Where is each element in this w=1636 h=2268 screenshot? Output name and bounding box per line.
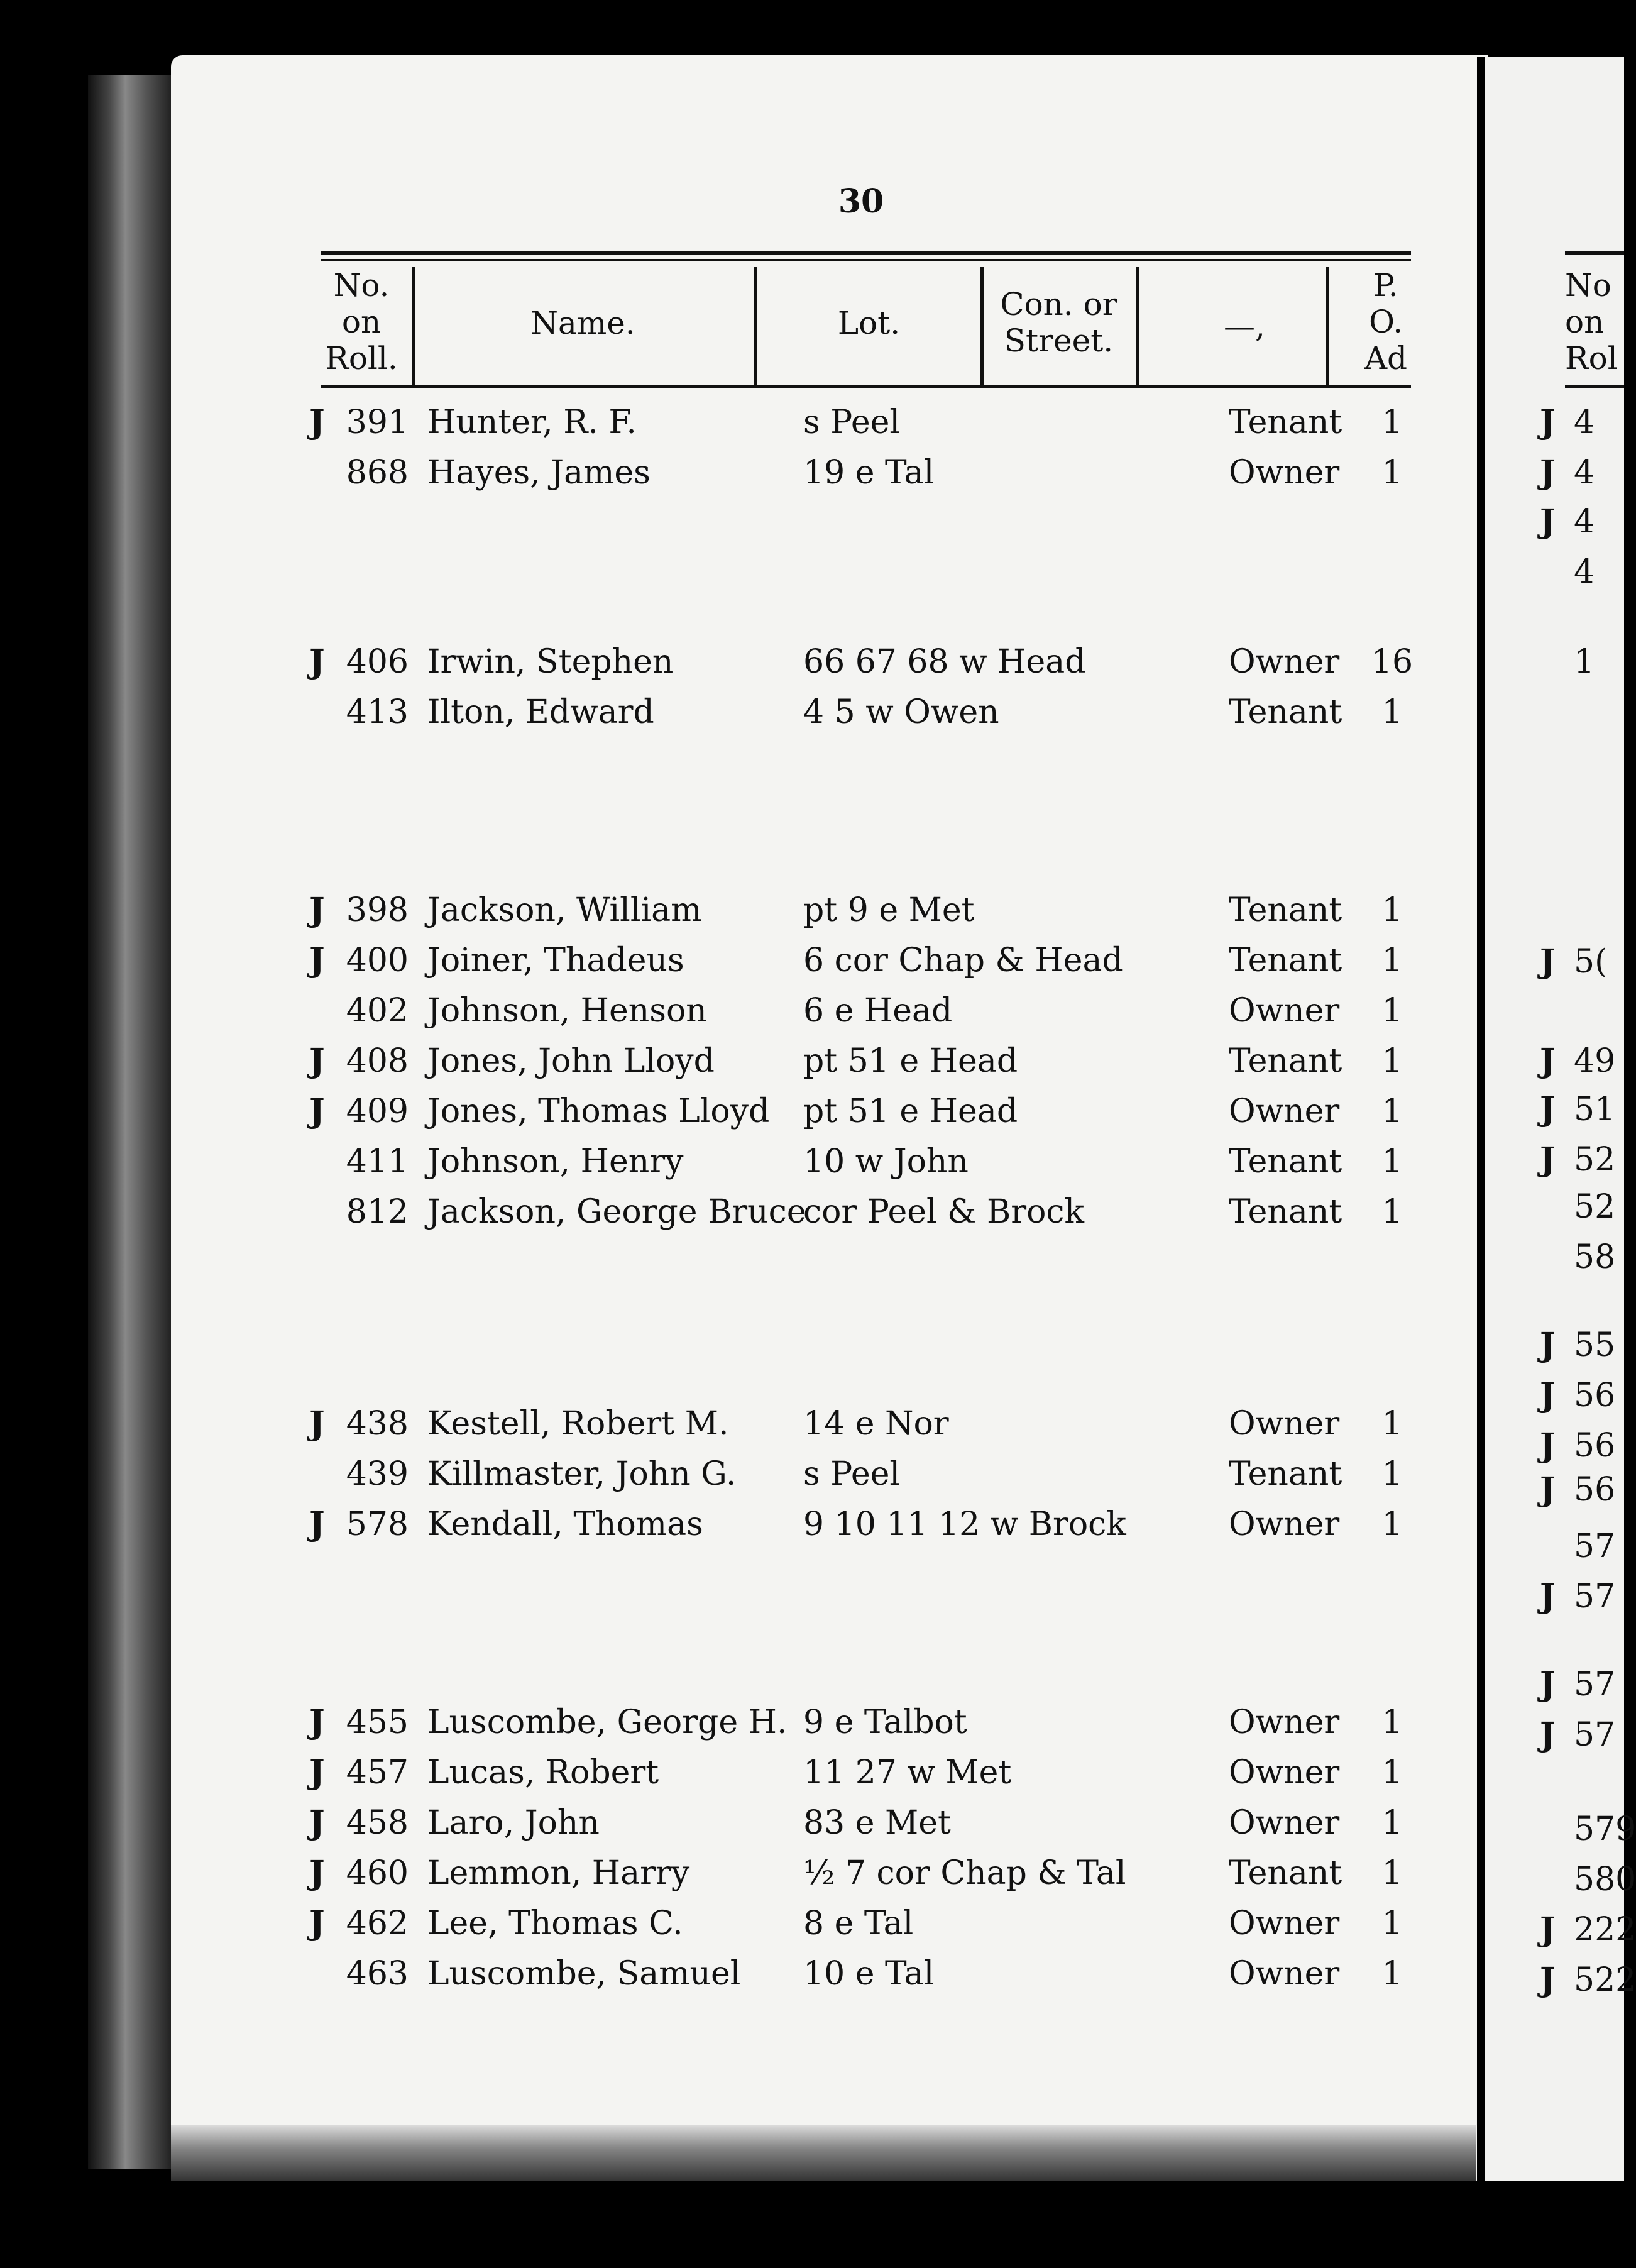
lot-description: s Peel bbox=[803, 1455, 901, 1493]
tenure-status: Tenant bbox=[1229, 1854, 1342, 1892]
owner-name: Jones, Thomas Lloyd bbox=[427, 1093, 770, 1130]
facing-row bbox=[1540, 1465, 1615, 1515]
facing-roll-number: 58 bbox=[1574, 1238, 1616, 1276]
header-blank-column: —, bbox=[1224, 308, 1265, 344]
table-row bbox=[0, 637, 1624, 687]
facing-roll-mark: J bbox=[1540, 1090, 1556, 1128]
header-no-on-roll: No. on Roll. bbox=[325, 267, 398, 377]
roll-number: 408 bbox=[346, 1042, 409, 1080]
column-separator bbox=[754, 267, 757, 385]
table-row bbox=[0, 1848, 1624, 1898]
roll-number: 406 bbox=[346, 643, 409, 681]
lot-description: s Peel bbox=[803, 404, 901, 441]
lot-description: cor Peel & Brock bbox=[803, 1193, 1085, 1231]
facing-roll-number: 4 bbox=[1574, 553, 1595, 591]
facing-row bbox=[1540, 1521, 1615, 1572]
facing-row bbox=[1540, 1572, 1615, 1622]
po-address: 1 bbox=[1381, 404, 1403, 441]
facing-roll-number: 52 bbox=[1574, 1188, 1616, 1226]
lot-description: ½ 7 cor Chap & Tal bbox=[803, 1854, 1126, 1892]
roll-number: 409 bbox=[346, 1093, 409, 1130]
facing-roll-number: 51 bbox=[1574, 1091, 1616, 1128]
po-address: 1 bbox=[1381, 1093, 1403, 1130]
roll-number: 438 bbox=[346, 1405, 409, 1443]
roll-number: 400 bbox=[346, 942, 409, 979]
po-address: 1 bbox=[1381, 1754, 1403, 1792]
owner-name: Johnson, Henson bbox=[427, 992, 707, 1030]
column-separator bbox=[412, 267, 415, 385]
owner-name: Jackson, William bbox=[427, 891, 702, 929]
roll-mark: J bbox=[309, 403, 325, 441]
facing-roll-number: 57 bbox=[1574, 1578, 1616, 1616]
facing-roll-mark: J bbox=[1540, 403, 1556, 441]
po-address: 16 bbox=[1371, 643, 1414, 681]
facing-roll-number: 57 bbox=[1574, 1666, 1616, 1704]
lot-description: 66 67 68 w Head bbox=[803, 643, 1086, 681]
roll-mark: J bbox=[309, 642, 325, 681]
owner-name: Ilton, Edward bbox=[427, 693, 654, 731]
facing-row bbox=[1540, 1421, 1615, 1471]
facing-row bbox=[1540, 497, 1595, 547]
roll-mark: J bbox=[309, 1505, 325, 1543]
facing-roll-mark: J bbox=[1540, 1326, 1556, 1364]
tenure-status: Owner bbox=[1229, 1754, 1340, 1792]
facing-row bbox=[1540, 397, 1595, 448]
tenure-status: Tenant bbox=[1229, 693, 1342, 731]
po-address: 1 bbox=[1381, 1193, 1403, 1231]
owner-name: Johnson, Henry bbox=[427, 1143, 684, 1181]
table-row bbox=[0, 1187, 1624, 1237]
lot-description: 6 cor Chap & Head bbox=[803, 942, 1123, 979]
roll-number: 455 bbox=[346, 1704, 409, 1741]
lot-description: pt 9 e Met bbox=[803, 891, 975, 929]
lot-description: 11 27 w Met bbox=[803, 1754, 1012, 1792]
roll-mark: J bbox=[309, 1803, 325, 1842]
tenure-status: Owner bbox=[1229, 643, 1340, 681]
table-row bbox=[0, 1748, 1624, 1798]
po-address: 1 bbox=[1381, 1042, 1403, 1080]
owner-name: Luscombe, George H. bbox=[427, 1704, 788, 1741]
roll-mark: J bbox=[309, 1854, 325, 1892]
table-row bbox=[0, 935, 1624, 986]
roll-number: 460 bbox=[346, 1854, 409, 1892]
facing-header-bottom-rule bbox=[1565, 385, 1624, 388]
facing-roll-mark: J bbox=[1540, 1376, 1556, 1414]
facing-row bbox=[1540, 1084, 1615, 1135]
roll-mark: J bbox=[309, 1703, 325, 1741]
facing-roll-mark: J bbox=[1540, 1715, 1556, 1754]
roll-number: 457 bbox=[346, 1754, 409, 1792]
facing-roll-number: 56 bbox=[1574, 1377, 1616, 1414]
column-separator bbox=[1136, 267, 1139, 385]
facing-roll-mark: J bbox=[1540, 1470, 1556, 1509]
table-row bbox=[0, 687, 1624, 737]
roll-number: 868 bbox=[346, 454, 409, 492]
roll-number: 402 bbox=[346, 992, 409, 1030]
roll-number: 578 bbox=[346, 1506, 409, 1543]
owner-name: Lemmon, Harry bbox=[427, 1854, 690, 1892]
po-address: 1 bbox=[1381, 992, 1403, 1030]
facing-row bbox=[1540, 448, 1595, 498]
lot-description: 10 e Tal bbox=[803, 1955, 935, 1993]
owner-name: Irwin, Stephen bbox=[427, 643, 674, 681]
owner-name: Hayes, James bbox=[427, 454, 651, 492]
table-row bbox=[0, 1086, 1624, 1137]
roll-number: 463 bbox=[346, 1955, 409, 1993]
facing-roll-mark: J bbox=[1540, 1140, 1556, 1179]
facing-row bbox=[1540, 1710, 1615, 1760]
tenure-status: Tenant bbox=[1229, 1193, 1342, 1231]
facing-row bbox=[1540, 547, 1595, 597]
facing-roll-mark: J bbox=[1540, 502, 1556, 541]
roll-number: 411 bbox=[346, 1143, 409, 1181]
po-address: 1 bbox=[1381, 1704, 1403, 1741]
po-address: 1 bbox=[1381, 1455, 1403, 1493]
facing-roll-number: 4 bbox=[1574, 404, 1595, 441]
roll-number: 391 bbox=[346, 404, 409, 441]
facing-roll-number: 222 bbox=[1574, 1911, 1636, 1949]
tenure-status: Owner bbox=[1229, 1704, 1340, 1741]
facing-row bbox=[1540, 1036, 1615, 1086]
facing-header: No on Rol bbox=[1565, 267, 1618, 377]
header-lot: Lot. bbox=[837, 305, 901, 341]
roll-number: 413 bbox=[346, 693, 409, 731]
facing-roll-mark: J bbox=[1540, 1426, 1556, 1465]
header-con-or-street: Con. or Street. bbox=[1000, 286, 1117, 359]
tenure-status: Owner bbox=[1229, 1093, 1340, 1130]
tenure-status: Owner bbox=[1229, 992, 1340, 1030]
facing-roll-number: 4 bbox=[1574, 503, 1595, 541]
facing-roll-number: 49 bbox=[1574, 1042, 1616, 1080]
facing-row bbox=[1540, 1660, 1615, 1710]
table-row bbox=[0, 1898, 1624, 1949]
owner-name: Lucas, Robert bbox=[427, 1754, 659, 1792]
facing-roll-mark: J bbox=[1540, 942, 1556, 981]
owner-name: Jackson, George Bruce bbox=[427, 1193, 806, 1231]
facing-roll-number: 522 bbox=[1574, 1961, 1636, 1999]
roll-mark: J bbox=[309, 941, 325, 979]
po-address: 1 bbox=[1381, 693, 1403, 731]
table-row bbox=[0, 448, 1624, 498]
po-address: 1 bbox=[1381, 1854, 1403, 1892]
roll-number: 439 bbox=[346, 1455, 409, 1493]
facing-roll-number: 57 bbox=[1574, 1528, 1616, 1565]
table-row bbox=[0, 1036, 1624, 1086]
facing-row bbox=[1540, 1182, 1615, 1232]
column-separator bbox=[1326, 267, 1329, 385]
facing-row bbox=[1540, 1370, 1615, 1421]
roll-number: 458 bbox=[346, 1804, 409, 1842]
facing-roll-number: 52 bbox=[1574, 1141, 1616, 1179]
header-name: Name. bbox=[530, 305, 635, 341]
tenure-status: Tenant bbox=[1229, 1042, 1342, 1080]
po-address: 1 bbox=[1381, 454, 1403, 492]
lot-description: 14 e Nor bbox=[803, 1405, 949, 1443]
table-row bbox=[0, 1399, 1624, 1449]
tenure-status: Tenant bbox=[1229, 1143, 1342, 1181]
tenure-status: Owner bbox=[1229, 454, 1340, 492]
facing-roll-number: 1 bbox=[1574, 643, 1595, 681]
po-address: 1 bbox=[1381, 1804, 1403, 1842]
roll-number: 462 bbox=[346, 1905, 409, 1942]
page-number: 30 bbox=[838, 182, 884, 221]
facing-roll-number: 580 bbox=[1574, 1861, 1636, 1898]
facing-roll-mark: J bbox=[1540, 1910, 1556, 1949]
owner-name: Killmaster, John G. bbox=[427, 1455, 737, 1493]
po-address: 1 bbox=[1381, 942, 1403, 979]
header-top-rule bbox=[321, 251, 1411, 255]
owner-name: Laro, John bbox=[427, 1804, 600, 1842]
facing-roll-mark: J bbox=[1540, 453, 1556, 492]
table-row bbox=[0, 885, 1624, 935]
roll-mark: J bbox=[309, 891, 325, 929]
owner-name: Kendall, Thomas bbox=[427, 1506, 703, 1543]
lot-description: pt 51 e Head bbox=[803, 1093, 1018, 1130]
table-row bbox=[0, 1499, 1624, 1550]
po-address: 1 bbox=[1381, 1905, 1403, 1942]
header-bottom-rule bbox=[321, 385, 1411, 388]
roll-mark: J bbox=[309, 1904, 325, 1942]
owner-name: Jones, John Lloyd bbox=[427, 1042, 715, 1080]
po-address: 1 bbox=[1381, 891, 1403, 929]
facing-row bbox=[1540, 1854, 1636, 1905]
owner-name: Joiner, Thadeus bbox=[427, 942, 684, 979]
facing-row bbox=[1540, 937, 1607, 987]
lot-description: 6 e Head bbox=[803, 992, 953, 1030]
facing-roll-number: 56 bbox=[1574, 1471, 1616, 1509]
column-separator bbox=[980, 267, 984, 385]
tenure-status: Tenant bbox=[1229, 942, 1342, 979]
lot-description: 4 5 w Owen bbox=[803, 693, 999, 731]
roll-mark: J bbox=[309, 1753, 325, 1792]
facing-roll-mark: J bbox=[1540, 1042, 1556, 1080]
tenure-status: Owner bbox=[1229, 1804, 1340, 1842]
po-address: 1 bbox=[1381, 1955, 1403, 1993]
facing-row bbox=[1540, 1232, 1615, 1282]
tenure-status: Owner bbox=[1229, 1506, 1340, 1543]
lot-description: 19 e Tal bbox=[803, 454, 935, 492]
po-address: 1 bbox=[1381, 1143, 1403, 1181]
lot-description: 9 e Talbot bbox=[803, 1704, 967, 1741]
page-bottom-edge bbox=[171, 2125, 1488, 2181]
po-address: 1 bbox=[1381, 1506, 1403, 1543]
facing-roll-number: 579 bbox=[1574, 1810, 1636, 1848]
header-top-rule-thin bbox=[321, 259, 1411, 261]
lot-description: 8 e Tal bbox=[803, 1905, 914, 1942]
facing-row bbox=[1540, 1905, 1636, 1955]
facing-header-top-rule bbox=[1565, 251, 1624, 255]
facing-roll-mark: J bbox=[1540, 1665, 1556, 1704]
roll-mark: J bbox=[309, 1042, 325, 1080]
tenure-status: Owner bbox=[1229, 1955, 1340, 1993]
facing-roll-number: 56 bbox=[1574, 1427, 1616, 1465]
owner-name: Hunter, R. F. bbox=[427, 404, 637, 441]
roll-mark: J bbox=[309, 1404, 325, 1443]
table-row bbox=[0, 1137, 1624, 1187]
facing-row bbox=[1540, 1135, 1615, 1185]
roll-number: 398 bbox=[346, 891, 409, 929]
table-row bbox=[0, 986, 1624, 1036]
facing-row bbox=[1540, 637, 1595, 687]
tenure-status: Tenant bbox=[1229, 1455, 1342, 1493]
owner-name: Kestell, Robert M. bbox=[427, 1405, 729, 1443]
facing-row bbox=[1540, 1804, 1636, 1854]
owner-name: Luscombe, Samuel bbox=[427, 1955, 741, 1993]
facing-roll-number: 57 bbox=[1574, 1716, 1616, 1754]
owner-name: Lee, Thomas C. bbox=[427, 1905, 683, 1942]
tenure-status: Tenant bbox=[1229, 404, 1342, 441]
table-row bbox=[0, 1449, 1624, 1499]
facing-roll-number: 55 bbox=[1574, 1326, 1616, 1364]
table-row bbox=[0, 397, 1624, 448]
lot-description: 10 w John bbox=[803, 1143, 969, 1181]
table-row bbox=[0, 1798, 1624, 1848]
roll-mark: J bbox=[309, 1092, 325, 1130]
facing-roll-mark: J bbox=[1540, 1577, 1556, 1616]
lot-description: pt 51 e Head bbox=[803, 1042, 1018, 1080]
roll-number: 812 bbox=[346, 1193, 409, 1231]
facing-roll-mark: J bbox=[1540, 1961, 1556, 1999]
table-row bbox=[0, 1697, 1624, 1748]
lot-description: 9 10 11 12 w Brock bbox=[803, 1506, 1126, 1543]
facing-roll-number: 4 bbox=[1574, 454, 1595, 492]
tenure-status: Owner bbox=[1229, 1405, 1340, 1443]
table-row bbox=[0, 1949, 1624, 1999]
lot-description: 83 e Met bbox=[803, 1804, 951, 1842]
facing-roll-number: 5( bbox=[1574, 943, 1608, 981]
po-address: 1 bbox=[1381, 1405, 1403, 1443]
facing-row bbox=[1540, 1955, 1636, 2005]
facing-row bbox=[1540, 1320, 1615, 1370]
tenure-status: Owner bbox=[1229, 1905, 1340, 1942]
header-po-address: P. O. Ad bbox=[1364, 267, 1408, 377]
tenure-status: Tenant bbox=[1229, 891, 1342, 929]
